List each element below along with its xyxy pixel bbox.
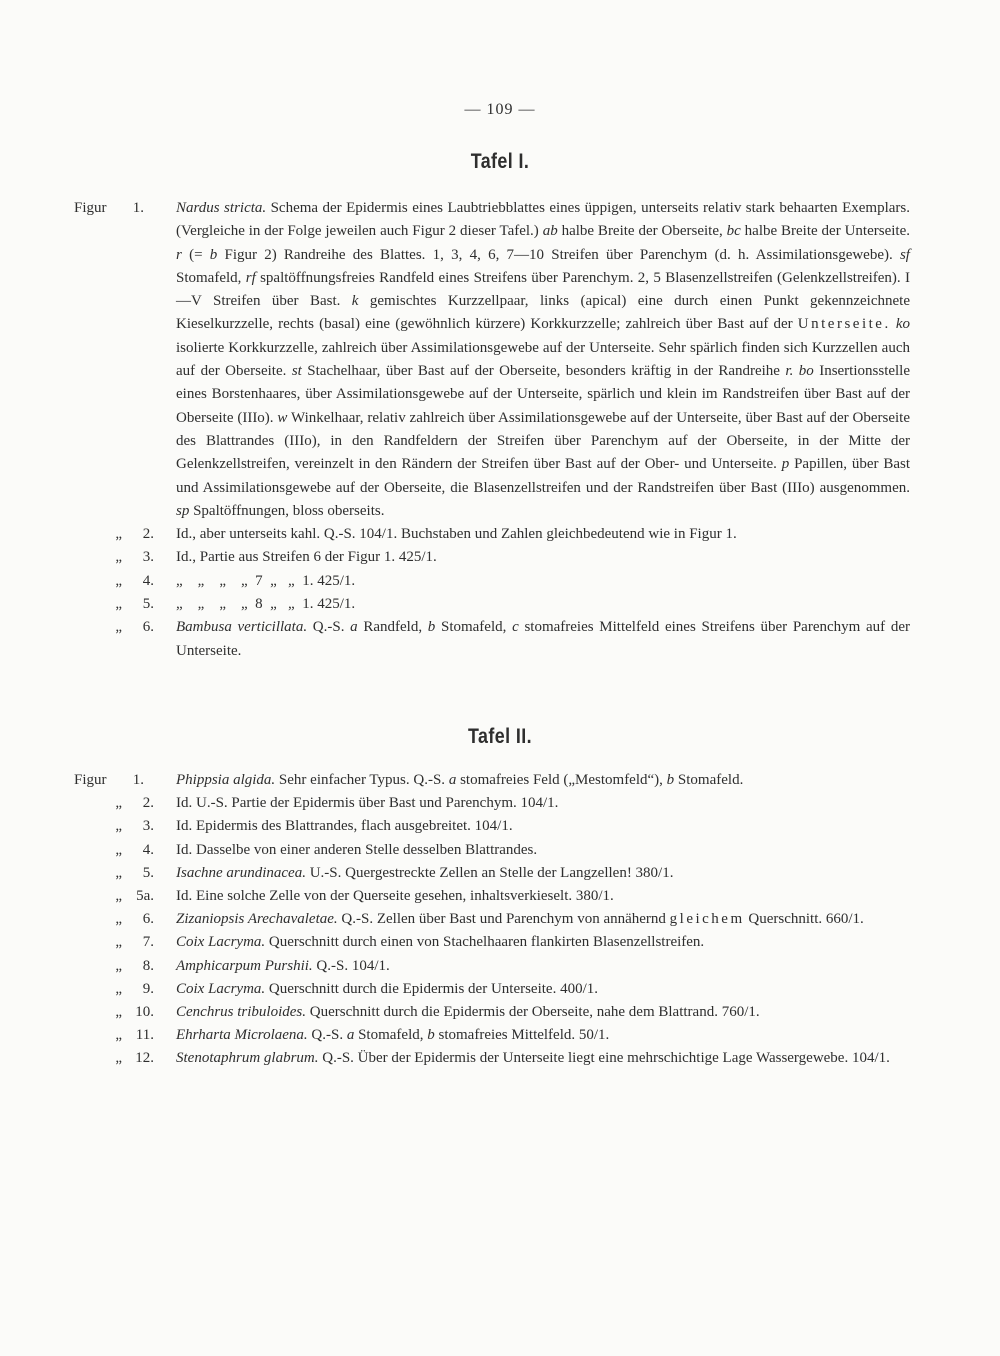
entry-number: 8. xyxy=(142,957,154,974)
entry-prefix: „ xyxy=(115,1027,122,1044)
entry-number: 1. xyxy=(132,200,144,216)
entry-number: 7. xyxy=(142,934,154,951)
species-name: Isachne arundinacea. xyxy=(176,864,306,881)
entry-text: Spaltöffnungen, bloss oberseits. xyxy=(189,502,385,519)
entry-number: 10. xyxy=(135,1004,154,1021)
species-name: Cenchrus tribuloides. xyxy=(176,1004,306,1021)
species-name: Phippsia algida. xyxy=(176,772,276,788)
figure-entry xyxy=(74,769,910,792)
entry-prefix: Figur xyxy=(74,772,107,788)
entry-text: Q.-S. Über der Epidermis der Unterseite liegt eine mehrschichtige Lage Wassergewebe. 104/1. xyxy=(318,1050,890,1067)
symbol: p xyxy=(781,456,790,473)
entry-text: Q.-S. xyxy=(307,1027,347,1044)
entry-text: stomafreies Feld („Mestomfeld“), xyxy=(456,772,667,788)
entry-text: stomafreies Mittelfeld eines Streifens über Parenchym auf der Unterseite. xyxy=(176,619,911,659)
figure-entry xyxy=(74,908,910,931)
entry-text: spaltöffnungsfreies Randfeld eines Streifens über Parenchym. 2, 5 Blasenzellstreifen (Gelenkzellstreifen). I—V Streifen über Bast. xyxy=(176,269,911,310)
figure-entry xyxy=(74,616,910,663)
figure-entry xyxy=(74,931,910,954)
figure-entry xyxy=(74,1001,910,1024)
entry-text: Q.-S. xyxy=(307,619,351,636)
entry-prefix: „ xyxy=(115,1050,122,1067)
entry-number: 2. xyxy=(142,795,154,812)
entry-text: „ „ „ „ 7 „ „ 1. 425/1. xyxy=(176,572,356,589)
species-name: Coix Lacryma. xyxy=(176,934,266,951)
entry-text: Figur 2) Randreihe des Blattes. 1, 3, 4, 6, 7—10 Streifen über Parenchym (d. h. Assimilationsgewebe). xyxy=(217,246,900,263)
symbol: r. xyxy=(785,363,794,380)
entry-prefix: „ xyxy=(115,841,122,858)
entry-text: Insertionsstelle eines Borstenhaares, über Assimilationsgewebe auf der Unterseite, spärlich und klein im Randstreifen über Bast auf der Oberseite (IIIo). xyxy=(176,363,911,426)
entry-number: 3. xyxy=(142,549,154,566)
figure-entry xyxy=(74,570,910,593)
entry-text: Id. Epidermis des Blattrandes, flach ausgebreitet. 104/1. xyxy=(176,818,513,835)
entry-prefix: „ xyxy=(115,526,122,543)
entry-text: U.-S. Quergestreckte Zellen an Stelle der Langzellen! 380/1. xyxy=(305,864,674,881)
entry-text: Id. U.-S. Partie der Epidermis über Bast und Parenchym. 104/1. xyxy=(176,795,559,812)
entry-text: Schema der Epidermis eines Laubtriebblattes eines üppigen, unterseits relativ stark behaarten Exemplars. (Vergleiche in der Folge jeweilen auch Figur 2 dieser Tafel.) xyxy=(176,200,910,240)
entry-prefix: „ xyxy=(115,818,122,835)
entry-text: (= xyxy=(181,246,210,263)
entry-number: 9. xyxy=(142,980,154,997)
entry-text: Stachelhaar, über Bast auf der Oberseite, besonders kräftig in der Randreihe xyxy=(301,363,786,380)
entry-number: 11. xyxy=(135,1027,154,1044)
entry-text: Q.-S. 104/1. xyxy=(312,957,390,974)
entry-number: 4. xyxy=(142,572,154,589)
symbol: b xyxy=(427,1027,435,1044)
symbol: a xyxy=(346,1027,355,1044)
symbol: ab xyxy=(542,223,558,240)
entry-text: Papillen, über Bast und Assimilationsgewebe auf der Oberseite, die Blasenzellstreifen und der Randstreifen über Bast (IIIo) ausgenommen. xyxy=(176,456,911,496)
entry-text: Winkelhaar, relativ zahlreich über Assimilationsgewebe auf der Unterseite, über Bast auf der Oberseite des Blattrandes (IIIo), in den Randfeldern der Streifen über Parenchym auf der Oberseite, in der Mitte der Gelenkzellstreifen, vereinzelt in den Rändern der Streifen über Bast auf der Ober- und Unterseite. xyxy=(176,409,911,473)
entry-text: Id., Partie aus Streifen 6 der Figur 1. 425/1. xyxy=(176,549,437,566)
entry-prefix: Figur xyxy=(74,200,107,216)
figure-entry xyxy=(74,593,910,616)
entry-text: Querschnitt. 660/1. xyxy=(744,911,864,928)
page-number: — 109 — xyxy=(464,101,536,118)
figure-entry xyxy=(74,815,910,838)
entry-number: 5. xyxy=(142,596,154,613)
figure-entry xyxy=(74,978,910,1001)
symbol: b xyxy=(209,246,218,263)
entry-number: 1. xyxy=(132,772,144,788)
entry-prefix: „ xyxy=(115,1004,122,1021)
entry-prefix: „ xyxy=(115,957,122,974)
symbol: k xyxy=(351,293,359,310)
species-name: Nardus stricta. xyxy=(176,200,267,216)
entry-text: Stomafeld, xyxy=(354,1027,428,1044)
entry-prefix: „ xyxy=(115,596,122,613)
figure-entry xyxy=(74,197,910,523)
species-name: Ehrharta Microlaena. xyxy=(176,1027,308,1044)
symbol: ko xyxy=(895,316,910,333)
figure-entry xyxy=(74,885,910,908)
symbol: bo xyxy=(798,363,814,380)
spaced-text: Unterseite. xyxy=(797,316,891,333)
symbol: rf xyxy=(245,269,256,286)
entry-text: Id. Dasselbe von einer anderen Stelle desselben Blattrandes. xyxy=(176,841,538,858)
tafel-2-legend xyxy=(74,769,910,1071)
symbol: b xyxy=(427,619,436,636)
symbol: st xyxy=(291,363,302,380)
entry-prefix: „ xyxy=(115,888,122,905)
entry-text: Querschnitt durch einen von Stachelhaaren flankirten Blasenzellstreifen. xyxy=(265,934,705,951)
entry-prefix: „ xyxy=(115,911,122,928)
symbol: a xyxy=(448,772,457,788)
entry-text: halbe Breite der Oberseite, xyxy=(557,223,727,240)
entry-text: stomafreies Mittelfeld. 50/1. xyxy=(434,1027,610,1044)
entry-text: halbe Breite der Unterseite. xyxy=(740,223,910,240)
figure-entry xyxy=(74,1024,910,1047)
tafel-2-heading: Tafel II. xyxy=(467,725,532,748)
entry-text: isolierte Korkkurzzelle, zahlreich über Assimilationsgewebe auf der Unterseite. Sehr spärlich finden sich Kurzzellen auch auf der Oberseite. xyxy=(176,339,910,380)
entry-text: Id. Eine solche Zelle von der Querseite gesehen, inhaltsverkieselt. 380/1. xyxy=(176,888,614,905)
entry-prefix: „ xyxy=(115,549,122,566)
figure-entry xyxy=(74,1047,910,1070)
entry-number: 3. xyxy=(142,818,154,835)
entry-number: 12. xyxy=(135,1050,154,1067)
entry-prefix: „ xyxy=(115,980,122,997)
entry-prefix: „ xyxy=(115,795,122,812)
entry-text: gemischtes Kurzzellpaar, links (apical) eine durch einen Punkt gekennzeichnete Kieselkurzzelle, rechts (basal) eine (gewöhnlich kürzere) Korkkurzzelle; zahlreich über Bast auf der xyxy=(176,293,910,333)
figure-entry xyxy=(74,955,910,978)
symbol: a xyxy=(350,619,358,636)
entry-prefix: „ xyxy=(115,619,122,636)
entry-prefix: „ xyxy=(115,934,122,951)
entry-text: Stomafeld, xyxy=(176,269,246,286)
tafel-1-heading: Tafel I. xyxy=(470,150,530,173)
figure-entry xyxy=(74,523,910,546)
species-name: Coix Lacryma. xyxy=(176,980,266,997)
entry-text: Q.-S. Zellen über Bast und Parenchym von annähernd xyxy=(337,911,670,928)
symbol: b xyxy=(666,772,675,788)
symbol: w xyxy=(277,409,288,426)
symbol: sf xyxy=(899,246,910,263)
species-name: Zizaniopsis Arechavaletae. xyxy=(176,911,338,928)
entry-text: Sehr einfacher Typus. Q.-S. xyxy=(275,772,449,788)
tafel-1-legend xyxy=(74,197,910,663)
entry-text: Id., aber unterseits kahl. Q.-S. 104/1. Buchstaben und Zahlen gleichbedeutend wie in Figur 1. xyxy=(176,526,737,543)
symbol: c xyxy=(512,619,519,636)
entry-number: 5a. xyxy=(136,888,154,905)
spaced-text: gleichem xyxy=(669,911,745,928)
species-name: Bambusa verticillata. xyxy=(176,619,308,636)
figure-entry xyxy=(74,546,910,569)
symbol: sp xyxy=(176,502,190,519)
entry-number: 4. xyxy=(142,841,154,858)
entry-text: Randfeld, xyxy=(357,619,428,636)
entry-prefix: „ xyxy=(115,572,122,589)
entry-text: „ „ „ „ 8 „ „ 1. 425/1. xyxy=(176,596,356,613)
entry-prefix: „ xyxy=(115,864,122,881)
figure-entry xyxy=(74,792,910,815)
entry-text: Querschnitt durch die Epidermis der Oberseite, nahe dem Blattrand. 760/1. xyxy=(306,1004,760,1021)
symbol: r xyxy=(176,246,182,263)
entry-number: 2. xyxy=(142,526,154,543)
entry-number: 6. xyxy=(142,619,154,636)
species-name: Amphicarpum Purshii. xyxy=(176,957,313,974)
entry-number: 5. xyxy=(142,864,154,881)
figure-entry xyxy=(74,862,910,885)
entry-text: Stomafeld. xyxy=(674,772,744,788)
species-name: Stenotaphrum glabrum. xyxy=(176,1050,319,1067)
symbol: bc xyxy=(726,223,741,240)
entry-text: Stomafeld, xyxy=(435,619,513,636)
entry-text: Querschnitt durch die Epidermis der Unterseite. 400/1. xyxy=(265,980,598,997)
entry-number: 6. xyxy=(142,911,154,928)
figure-entry xyxy=(74,839,910,862)
